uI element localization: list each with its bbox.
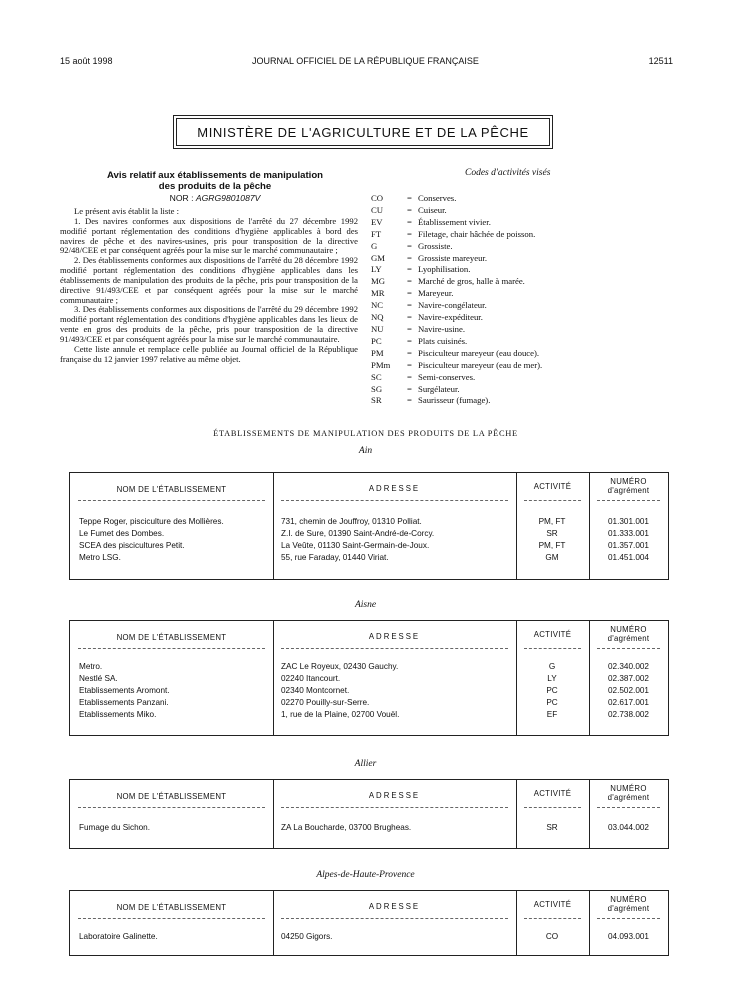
code-label: Navire-congélateur. [418,300,487,311]
code-key: MG [371,276,385,287]
code-label: Grossiste. [418,240,453,251]
activity-code: SR [546,529,558,539]
code-row [371,324,542,336]
establishment-name: Nestlé SA. [79,674,118,684]
table-row [70,517,668,529]
avis-title-line-2: des produits de la pêche [158,181,272,192]
code-row [371,253,542,265]
code-row [371,264,542,276]
header-address: ADRESSE [368,791,421,800]
establishments-table [69,890,669,956]
department-name: Alpes-de-Haute-Provence [316,870,415,880]
ministry-heading-text: MINISTÈRE DE L'AGRICULTURE ET DE LA PÊCHE [197,124,529,140]
table-row [70,698,668,710]
nor-reference [60,193,370,203]
establishments-table [69,472,669,580]
header-activity: ACTIVITÉ [533,630,572,639]
establishment-address: ZA La Boucharde, 03700 Brugheas. [281,823,412,832]
code-key: SC [371,371,382,382]
establishment-address: La Veûte, 01130 Saint-Germain-de-Joux. [281,541,430,551]
code-row [371,336,542,348]
establishment-address: 55, rue Faraday, 01440 Viriat. [281,553,389,563]
header-rule [281,500,508,501]
header-rule [524,807,581,808]
establishment-name: Fumage du Sichon. [79,823,151,832]
header-number-line-1: NUMÉRO [610,784,647,793]
establishment-name: Le Fumet des Dombes. [79,529,165,539]
header-number-line-1: NUMÉRO [610,895,647,904]
approval-number: 01.451.004 [608,553,649,563]
code-key: EV [371,216,383,227]
header-rule [281,918,508,919]
code-label: Marché de gros, halle à marée. [418,276,525,287]
header-number [589,895,668,913]
activity-code: PM, FT [538,517,566,526]
table-row [70,541,668,553]
table-row [70,686,668,698]
establishment-address: 02270 Pouilly-sur-Serre. [281,698,370,708]
header-rule [597,807,660,808]
header-rule [597,648,660,649]
code-equals: = [407,288,412,299]
header-rule [597,500,660,501]
table-row [70,932,668,944]
code-key: SG [371,383,383,394]
code-equals: = [407,323,412,334]
header-rule [78,807,265,808]
code-row [371,241,542,253]
code-key: FT [371,228,382,239]
issue-date: 15 août 1998 [60,56,113,66]
header-activity: ACTIVITÉ [533,900,572,909]
avis-paragraph: Cette liste annule et remplace celle publiée au Journal officiel de la République française du 12 janvier 1997 relative au même objet. [60,343,358,364]
ministry-heading [176,118,550,146]
activity-code: SR [546,823,558,832]
table-row [70,529,668,541]
code-equals: = [407,204,412,215]
activity-code: PC [546,698,558,708]
establishment-address: 02340 Montcornet. [281,686,350,696]
header-number-line-2: d'agrément [607,793,650,802]
header-number-line-1: NUMÉRO [610,625,647,634]
codes-title: Codes d'activités visés [465,168,551,178]
code-row [371,372,542,384]
department-name: Ain [358,446,373,456]
header-name: NOM DE L'ÉTABLISSEMENT [116,792,227,801]
code-label: Mareyeur. [418,288,454,299]
code-row [371,312,542,324]
avis-paragraph: Le présent avis établit la liste : [74,206,180,216]
avis-body [60,207,358,365]
code-equals: = [407,359,412,370]
code-equals: = [407,312,412,323]
department-name: Allier [354,759,377,769]
approval-number: 04.093.001 [608,932,649,941]
code-key: G [371,240,378,251]
approval-number: 02.617.001 [608,698,649,708]
nor-code: AGRG9801087V [195,193,261,203]
header-rule [597,918,660,919]
code-key: PM [371,347,384,358]
code-label: Lyophilisation. [418,264,471,275]
avis-paragraph: 2. Des établissements conformes aux dispositions de l'arrêté du 28 décembre 1992 modifié portant réglementation des conditions d'hygiène applicables dans les établissements de manipulation des produits de la pêche, pris pour transposition de la directive 91/493/CEE et par conséquent agréés pour la mise sur le marché communautaire ; [60,255,358,305]
code-equals: = [407,276,412,287]
establishments-table [69,620,669,736]
code-label: Saurisseur (fumage). [418,395,491,406]
establishments-table [69,779,669,849]
header-number [589,784,668,802]
code-label: Filetage, chair hâchée de poisson. [418,228,536,239]
header-activity: ACTIVITÉ [533,482,572,491]
header-number [589,477,668,495]
code-label: Pisciculteur mareyeur (eau de mer). [418,359,543,370]
establishment-name: Teppe Roger, pisciculture des Mollières. [79,517,224,526]
code-key: MR [371,288,385,299]
activity-code: LY [547,674,557,684]
code-label: Surgélateur. [418,383,460,394]
code-equals: = [407,347,412,358]
header-name: NOM DE L'ÉTABLISSEMENT [116,633,227,642]
avis-paragraph: 1. Des navires conformes aux dispositions de l'arrêté du 27 décembre 1992 modifié portant réglementation des conditions d'hygiène applicables à bord des navires de pêche et des navires-usines, pris pour transposition de la directive 92/48/CEE et par conséquent agréés pour la mise sur le marché communautaire ; [60,215,358,256]
header-rule [524,500,581,501]
code-equals: = [407,252,412,263]
code-row [371,395,542,407]
code-label: Pisciculteur mareyeur (eau douce). [418,347,540,358]
code-label: Plats cuisinés. [418,335,468,346]
code-key: NQ [371,312,384,323]
code-equals: = [407,300,412,311]
code-label: Semi-conserves. [418,371,476,382]
code-row [371,205,542,217]
code-row [371,217,542,229]
establishment-address: 1, rue de la Plaine, 02700 Vouël. [281,710,400,720]
establishment-name: Laboratoire Galinette. [79,932,158,941]
code-equals: = [407,216,412,227]
approval-number: 01.301.001 [608,517,649,526]
approval-number: 02.387.002 [608,674,649,684]
header-number-line-2: d'agrément [607,904,650,913]
approval-number: 03.044.002 [608,823,649,832]
header-name: NOM DE L'ÉTABLISSEMENT [116,903,227,912]
table-row [70,553,668,565]
code-row [371,229,542,241]
code-equals: = [407,383,412,394]
code-label: Grossiste mareyeur. [418,252,487,263]
establishment-address: Z.I. de Sure, 01390 Saint-André-de-Corcy. [281,529,435,539]
avis-paragraph: 3. Des établissements conformes aux dispositions de l'arrêté du 29 décembre 1992 modifié portant réglementation des conditions d'hygiène applicables dans les lieux de vente en gros des produits de la pêche, pris pour transposition de la directive 91/493/CEE et par conséquent agréés pour la mise sur le marché communautaire. [60,304,358,344]
establishment-address: 04250 Gigors. [281,932,333,941]
header-number [589,625,668,643]
header-number-line-2: d'agrément [607,486,650,495]
header-address: ADRESSE [368,632,421,641]
header-number-line-2: d'agrément [607,634,650,643]
header-rule [524,918,581,919]
activity-code: G [548,662,556,671]
page-number: 12511 [648,56,673,66]
code-row [371,360,542,372]
activity-code: CO [545,932,559,941]
code-key: PC [371,335,382,346]
establishment-name: Etablissements Miko. [79,710,157,720]
establishment-name: SCEA des piscicultures Petit. [79,541,185,551]
code-equals: = [407,193,412,203]
code-label: Cuiseur. [418,204,447,215]
code-label: Navire-expéditeur. [418,312,483,323]
establishment-address: 02240 Itancourt. [281,674,341,684]
table-row [70,662,668,674]
avis-title-line-1: Avis relatif aux établissements de manipulation [106,170,324,181]
activity-code: EF [546,710,558,720]
header-number-line-1: NUMÉRO [610,477,647,486]
code-equals: = [407,264,412,275]
approval-number: 02.738.002 [608,710,649,720]
establishment-address: ZAC Le Royeux, 02430 Gauchy. [281,662,399,671]
code-key: NC [371,300,384,311]
header-name: NOM DE L'ÉTABLISSEMENT [116,485,227,494]
code-key: NU [371,323,384,334]
header-rule [281,807,508,808]
approval-number: 01.357.001 [608,541,649,551]
code-key: PMm [371,359,391,370]
code-key: SR [371,395,382,406]
code-label: Établissement vivier. [418,216,491,227]
establishment-name: Etablissements Panzani. [79,698,169,708]
header-rule [78,648,265,649]
code-row [371,193,542,205]
code-row [371,384,542,396]
avis-title [60,170,370,192]
code-key: GM [371,252,385,263]
table-row [70,823,668,835]
code-equals: = [407,395,412,406]
code-equals: = [407,228,412,239]
code-row [371,348,542,360]
header-rule [78,500,265,501]
department-name: Aisne [354,600,377,610]
section-title: ÉTABLISSEMENTS DE MANIPULATION DES PRODUITS DE LA PÊCHE [213,429,518,438]
table-row [70,710,668,722]
header-activity: ACTIVITÉ [533,789,572,798]
code-row [371,276,542,288]
code-row [371,288,542,300]
code-label: Conserves. [418,193,457,203]
header-rule [281,648,508,649]
header-address: ADRESSE [368,902,421,911]
code-row [371,300,542,312]
establishment-address: 731, chemin de Jouffroy, 01310 Polliat. [281,517,422,526]
establishment-name: Metro LSG. [79,553,121,563]
activity-code: PC [546,686,558,696]
code-label: Navire-usine. [418,323,466,334]
establishment-name: Etablissements Aromont. [79,686,170,696]
nor-label: NOR : [169,193,194,203]
header-address: ADRESSE [368,484,421,493]
table-row [70,674,668,686]
code-key: LY [371,264,382,275]
header-rule [524,648,581,649]
code-equals: = [407,335,412,346]
activity-code: PM, FT [538,541,566,551]
establishment-name: Metro. [79,662,103,671]
activity-codes-list [371,193,542,407]
activity-code: GM [545,553,559,563]
journal-title: JOURNAL OFFICIEL DE LA RÉPUBLIQUE FRANÇAISE [252,56,479,66]
code-equals: = [407,371,412,382]
code-key: CU [371,204,384,215]
column-divider [273,891,274,955]
approval-number: 01.333.001 [608,529,649,539]
code-key: CO [371,193,384,203]
header-rule [78,918,265,919]
code-equals: = [407,240,412,251]
approval-number: 02.340.002 [608,662,649,671]
approval-number: 02.502.001 [608,686,649,696]
